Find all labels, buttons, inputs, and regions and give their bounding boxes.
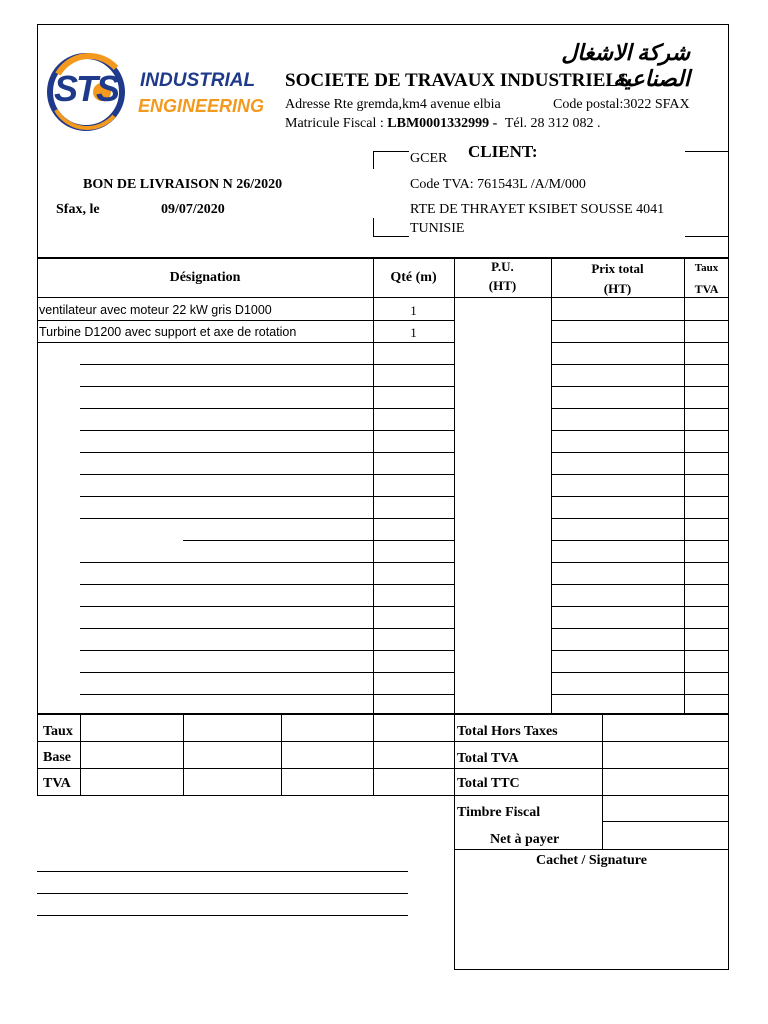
qty-rule [373,540,454,541]
designation-rule [80,474,373,475]
tax-table [37,714,455,796]
tax-col-1 [80,714,81,796]
total-rule [551,342,684,343]
matricule-value: LBM0001332999 - [387,116,498,131]
signature-label: Cachet / Signature [536,853,647,868]
qty-rule [373,672,454,673]
timbre-fiscal-label: Timbre Fiscal [457,805,541,820]
company-tel: Tél. 28 312 082 . [504,116,601,131]
taux-rule [684,452,729,453]
tax-col-2 [183,714,184,796]
taux-rule [684,650,729,651]
total-rule [551,430,684,431]
total-rule [551,562,684,563]
qty-rule [373,518,454,519]
logo-line-1: INDUSTRIAL [140,70,256,91]
designation-rule [80,562,373,563]
totals-col [602,714,603,850]
designation-rule [183,540,373,541]
company-postal: Code postal:3022 SFAX [553,97,690,112]
header-pu-line1: P.U. [491,259,514,274]
totals-line-1 [454,741,729,742]
tax-row-line-2 [37,768,455,769]
document-date: 09/07/2020 [161,202,225,217]
qty-rule [373,584,454,585]
header-designation: Désignation [169,270,241,285]
total-rule [551,364,684,365]
company-arabic-name: شركة الاشغال الصناعية [561,40,690,91]
taux-rule [684,408,729,409]
table-header-divider [37,297,729,298]
designation-rule [80,496,373,497]
client-tva-code: Code TVA: 761543L /A/M/000 [410,177,586,192]
col-divider-pu [454,258,455,714]
designation-rule [80,518,373,519]
logo-letters: STS [54,68,119,109]
taux-rule [684,518,729,519]
taux-rule [684,584,729,585]
designation-rule [80,364,373,365]
col-divider-total [551,258,552,714]
taux-rule [684,694,729,695]
designation-rule [80,628,373,629]
taux-rule [684,474,729,475]
qty-rule [373,430,454,431]
total-rule [551,650,684,651]
company-logo [46,46,265,138]
qty-rule [373,474,454,475]
total-rule [551,496,684,497]
total-rule [551,518,684,519]
qty-rule [373,408,454,409]
client-name: GCER [410,151,448,166]
net-a-payer-label: Net à payer [490,832,560,847]
taux-rule [684,364,729,365]
item-row-1-designation: ventilateur avec moteur 22 kW gris D1000 [39,303,272,317]
tax-tva-label: TVA [43,776,71,791]
taux-rule [684,540,729,541]
note-line-1 [37,871,408,872]
totals-line-3 [454,795,729,796]
total-rule [551,540,684,541]
company-address: Adresse Rte gremda,km4 avenue elbia [285,97,501,112]
client-address-line-2: TUNISIE [410,221,465,236]
qty-rule [373,694,454,695]
client-bracket-bottom-left [373,236,409,237]
tax-col-3 [281,714,282,796]
tax-row-line-1 [37,741,455,742]
col-divider-taux [684,258,685,714]
client-bracket-top-left [373,151,409,152]
total-rule [551,320,684,321]
total-rule [551,694,684,695]
designation-rule [80,606,373,607]
qty-rule [373,562,454,563]
qty-rule [373,452,454,453]
designation-rule [80,650,373,651]
qty-rule [373,496,454,497]
tax-col-4 [373,714,374,796]
header-total-line2: (HT) [603,281,632,296]
qty-rule [373,320,454,321]
note-line-2 [37,893,408,894]
totals-line-2 [454,768,729,769]
designation-rule [80,584,373,585]
company-fiscal-line [285,116,600,132]
document-place: Sfax, le [56,202,100,217]
client-label: CLIENT: [468,142,538,161]
qty-rule [373,606,454,607]
qty-rule [373,628,454,629]
header-qty: Qté (m) [390,270,437,285]
taux-rule [684,628,729,629]
qty-rule [373,364,454,365]
taux-rule [684,320,729,321]
document-title: BON DE LIVRAISON N 26/2020 [83,177,283,192]
total-tva-label: Total TVA [457,751,519,766]
client-bracket-bottom-right [685,236,729,237]
total-rule [551,584,684,585]
client-bracket-top-left-v [373,151,374,169]
designation-rule [37,320,373,321]
note-line-3 [37,915,408,916]
client-bracket-top-right [685,151,729,152]
total-rule [551,672,684,673]
header-pu-line2: (HT) [488,278,517,293]
matricule-label: Matricule Fiscal : [285,116,384,131]
tax-base-label: Base [43,750,71,765]
header-total-line1: Prix total [591,261,644,276]
qty-rule [373,650,454,651]
client-address-line-1: RTE DE THRAYET KSIBET SOUSSE 4041 [410,202,665,217]
qty-rule [373,386,454,387]
total-hors-taxes-label: Total Hors Taxes [457,724,558,739]
total-ttc-label: Total TTC [457,776,520,791]
total-rule [551,452,684,453]
taux-rule [684,386,729,387]
item-row-1-qty: 1 [410,303,417,318]
designation-rule [80,430,373,431]
header-taux-line1: Taux [694,262,719,274]
tax-taux-label: Taux [43,724,73,739]
logo-line-2: ENGINEERING [138,96,265,116]
company-name: SOCIETE DE TRAVAUX INDUSTRIELS [285,70,629,91]
taux-rule [684,496,729,497]
designation-rule [37,342,373,343]
taux-rule [684,430,729,431]
header-taux-line2: TVA [694,282,719,296]
taux-rule [684,342,729,343]
designation-rule [80,408,373,409]
total-rule [551,386,684,387]
designation-rule [80,386,373,387]
designation-rule [80,694,373,695]
client-bracket-bottom-left-v [373,218,374,236]
totals-line-4 [602,821,729,822]
qty-rule [373,342,454,343]
item-row-2-qty: 1 [410,325,417,340]
total-rule [551,474,684,475]
taux-rule [684,672,729,673]
designation-rule [80,672,373,673]
item-row-2-designation: Turbine D1200 avec support et axe de rotation [39,325,297,339]
total-rule [551,606,684,607]
designation-rule [80,452,373,453]
total-rule [551,408,684,409]
taux-rule [684,562,729,563]
total-rule [551,628,684,629]
taux-rule [684,606,729,607]
